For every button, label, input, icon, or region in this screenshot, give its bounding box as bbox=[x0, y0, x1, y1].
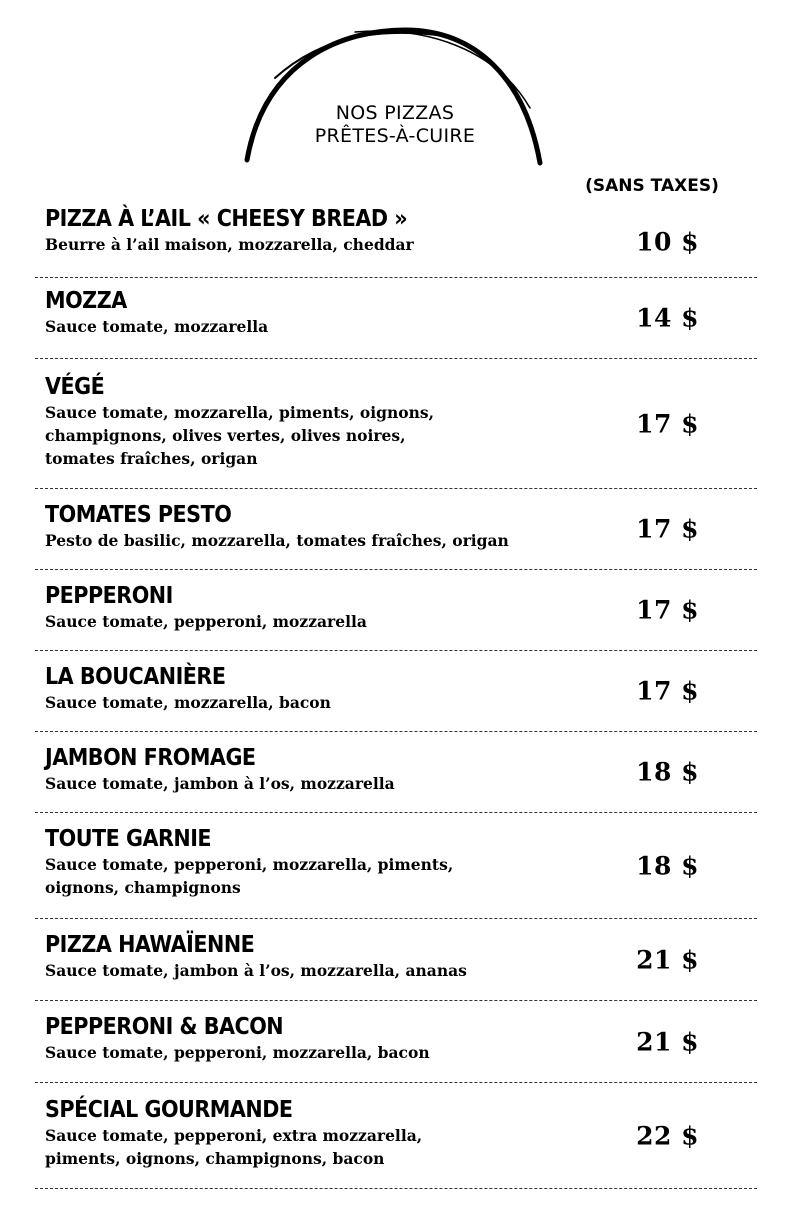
item-description: Sauce tomate, jambon à l’os, mozzarella bbox=[45, 774, 395, 793]
menu-item bbox=[35, 489, 757, 570]
item-price: 18 $ bbox=[636, 851, 699, 880]
item-price: 21 $ bbox=[636, 945, 699, 974]
item-name: JAMBON FROMAGE bbox=[45, 745, 256, 771]
item-name: TOUTE GARNIE bbox=[45, 826, 212, 852]
item-description: Beurre à l’ail maison, mozzarella, cheddar bbox=[45, 235, 414, 254]
heading-line-1: NOS PIZZAS bbox=[335, 102, 455, 124]
menu-item bbox=[35, 206, 757, 278]
menu-item bbox=[35, 570, 757, 651]
item-description: Sauce tomate, jambon à l’os, mozzarella, ananas bbox=[45, 961, 467, 980]
item-description: Sauce tomate, mozzarella, piments, oignons, champignons, olives vertes, olives noires, tomates fraîches, origan bbox=[45, 403, 434, 468]
item-price: 10 $ bbox=[636, 227, 699, 256]
item-description: Sauce tomate, mozzarella bbox=[45, 317, 269, 336]
item-name: SPÉCIAL GOURMANDE bbox=[45, 1097, 293, 1123]
item-name: PEPPERONI & BACON bbox=[45, 1014, 284, 1040]
menu-item bbox=[35, 813, 757, 919]
item-name: TOMATES PESTO bbox=[45, 502, 232, 528]
item-price: 17 $ bbox=[636, 595, 699, 625]
menu-item bbox=[35, 278, 757, 359]
item-name: PIZZA À L’AIL « CHEESY BREAD » bbox=[45, 206, 408, 232]
item-price: 17 $ bbox=[636, 514, 699, 544]
item-price: 22 $ bbox=[636, 1121, 699, 1150]
item-name: VÉGÉ bbox=[45, 374, 105, 400]
item-name: PEPPERONI bbox=[45, 583, 173, 609]
menu-item bbox=[35, 919, 757, 1001]
tax-note: (SANS TAXES) bbox=[585, 176, 719, 196]
menu-item bbox=[35, 359, 757, 489]
item-description: Pesto de basilic, mozzarella, tomates fraîches, origan bbox=[45, 531, 509, 550]
menu-item bbox=[35, 1083, 757, 1189]
heading-line-2: PRÊTES-À-CUIRE bbox=[314, 125, 476, 147]
menu-item bbox=[35, 651, 757, 732]
item-description: Sauce tomate, pepperoni, mozzarella bbox=[45, 612, 367, 631]
item-price: 14 $ bbox=[636, 303, 699, 333]
menu-heading bbox=[255, 102, 535, 148]
item-name: LA BOUCANIÈRE bbox=[45, 664, 226, 690]
item-description: Sauce tomate, pepperoni, mozzarella, bacon bbox=[45, 1043, 430, 1062]
item-name: PIZZA HAWAÏENNE bbox=[45, 932, 255, 958]
menu-item bbox=[35, 732, 757, 813]
item-price: 17 $ bbox=[636, 409, 699, 438]
item-description: Sauce tomate, pepperoni, mozzarella, piments, oignons, champignons bbox=[45, 855, 454, 897]
item-price: 21 $ bbox=[636, 1027, 699, 1056]
item-name: MOZZA bbox=[45, 288, 127, 314]
menu-item bbox=[35, 1001, 757, 1083]
pizza-list bbox=[35, 206, 757, 1189]
item-description: Sauce tomate, mozzarella, bacon bbox=[45, 693, 331, 712]
item-description: Sauce tomate, pepperoni, extra mozzarella, piments, oignons, champignons, bacon bbox=[45, 1126, 423, 1168]
item-price: 18 $ bbox=[636, 757, 699, 787]
item-price: 17 $ bbox=[636, 676, 699, 706]
